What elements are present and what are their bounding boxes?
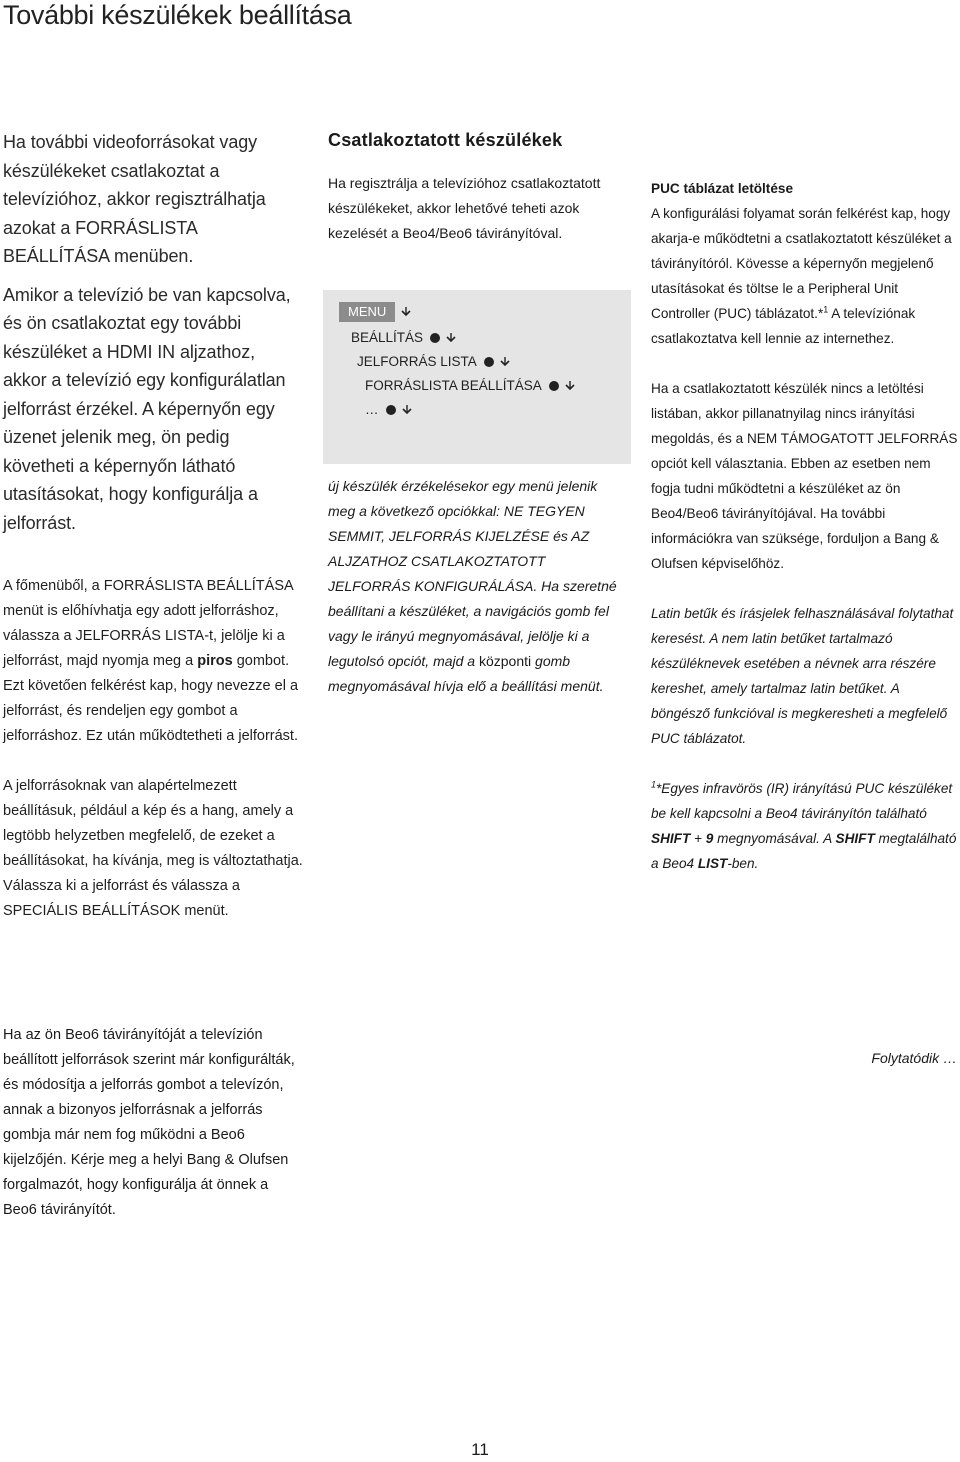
lead-paragraph-1: Ha további videoforrásokat vagy készülékeket csatlakoztat a televízióhoz, akkor regisztrálhatja azokat a FORRÁSLISTA BEÁLLÍTÁSA menüben.	[3, 132, 266, 266]
column-3	[651, 176, 959, 901]
puc-paragraph-1: PUC táblázat letöltése A konfigurálási folyamat során felkérést kap, hogy akarja-e működtetni a csatlakoztatott készüléket a távirányítóról. Kövesse a képernyőn megjelenő utasításokat és töltse le a Peripheral Unit Controller (PUC) táblázatot.*$^1$ A televíziónak csatlakoztatva kell lennie az internethez.	[651, 176, 959, 351]
page-number: 11	[471, 1440, 489, 1459]
column-1-lead	[3, 128, 303, 547]
chevron-down-icon	[499, 356, 511, 368]
continued-note: Folytatódik …	[871, 1050, 957, 1066]
column-2	[328, 130, 628, 271]
chevron-down-icon	[445, 332, 457, 344]
body-paragraph-2: A jelforrásoknak van alapértelmezett beállításuk, például a kép és a hang, amely a legtöbb helyzetben megfelelő, de ezeket a beállításokat, ha kívánja, meg is változtathatja. Válassza ki a jelforrást és válassza a SPECIÁLIS BEÁLLÍTÁSOK menüt.	[3, 778, 303, 919]
piros-bold: piros	[197, 653, 233, 669]
select-dot-icon	[430, 333, 440, 343]
intro-paragraph: Ha regisztrálja a televízióhoz csatlakoztatott készülékeket, akkor lehetővé teheti azok kezelését a Beo4/Beo6 távirányítóval.	[328, 175, 601, 241]
column-2-italic	[328, 474, 628, 724]
footnote: $^1$*Egyes infravörös (IR) irányítású PUC készüléket be kell kapcsolni a Beo4 távirányítón található SHIFT + 9 megnyomásával. A SHIFT megtalálható a Beo4 LIST-ben.	[651, 779, 957, 871]
chevron-down-icon	[400, 306, 412, 318]
kozponti-word: központi	[478, 653, 532, 669]
menu-line-3: FORRÁSLISTA BEÁLLÍTÁSA	[365, 378, 576, 393]
puc-paragraph-3: Latin betűk és írásjelek felhasználásával folytathat keresést. A nem latin betűket tartalmazó készüléknevek esetében a névnek arra részére kereshet, amely tartalmaz latin betűket. A böngésző funkcióval is megkeresheti a megfelelő PUC táblázatot.	[651, 606, 954, 746]
puc-paragraph-2: Ha a csatlakoztatott készülék nincs a letöltési listában, akkor pillanatnyilag nincs irányítási megoldás, és a NEM TÁMOGATOTT JELFORRÁS opciót kell választania. Ebben az esetben nem fogja tudni működtetni a készüléket az ön Beo4/Beo6 távirányítójával. Ha további információkra van szüksége, forduljon a Bang & Olufsen képviselőhöz.	[651, 381, 958, 571]
section-heading: Csatlakoztatott készülékek	[328, 130, 563, 150]
menu-path-box	[323, 290, 631, 464]
menu-key: MENU	[339, 302, 395, 322]
menu-line-2: JELFORRÁS LISTA	[357, 354, 511, 369]
puc-subheading: PUC táblázat letöltése	[651, 181, 794, 196]
select-dot-icon	[549, 381, 559, 391]
chevron-down-icon	[401, 404, 413, 416]
select-dot-icon	[484, 357, 494, 367]
column-1-footer: Ha az ön Beo6 távirányítóját a televízión beállított jelforrások szerint már konfigurálták, és módosítja a jelforrás gombot a televízón, annak a bizonyos jelforrásnak a jelforrás gombja már nem fog működni a Beo6 kijelzőjén. Kérje meg a helyi Bang & Olufsen forgalmazót, hogy konfigurálja át önnek a Beo6 távirányítót.	[3, 1027, 295, 1218]
menu-line-1: BEÁLLÍTÁS	[351, 330, 457, 345]
detection-paragraph: új készülék érzékelésekor egy menü jelenik meg a következő opciókkal: NE TEGYEN SEMMIT, JELFORRÁS KIJELZÉSE és AZ ALJZATHOZ CSATLAKOZTATOTT JELFORRÁS KONFIGURÁLÁSA. Ha szeretné beállítani a készüléket, a navigációs gomb fel vagy le irányú megnyomásával, jelölje ki a legutolsó opciót, majd a központi gomb megnyomásával hívja elő a beállítási menüt.	[328, 478, 617, 694]
page-title: További készülékek beállítása	[3, 0, 352, 30]
column-1-body	[3, 574, 303, 949]
menu-line-4: …	[365, 402, 413, 417]
lead-paragraph-2: Amikor a televízió be van kapcsolva, és ön csatlakoztat egy további készüléket a HDMI IN aljzathoz, akkor a televízió egy konfigurálatlan jelforrást érzékel. A képernyőn egy üzenet jelenik meg, ön pedig követheti a képernyőn látható utasításokat, hogy konfigurálja a jelforrást.	[3, 284, 291, 533]
select-dot-icon	[386, 405, 396, 415]
body-paragraph-1: A főmenüből, a FORRÁSLISTA BEÁLLÍTÁSA menüt is előhívhatja egy adott jelforráshoz, válassza a JELFORRÁS LISTA-t, jelölje ki a jelforrást, majd nyomja meg a piros gombot. Ezt követően felkérést kap, hogy nevezze el a jelforrást, és rendeljen egy gombot a jelforráshoz. Ez után működtetheti a jelforrást.	[3, 578, 299, 744]
menu-line-0	[339, 302, 412, 322]
chevron-down-icon	[564, 380, 576, 392]
